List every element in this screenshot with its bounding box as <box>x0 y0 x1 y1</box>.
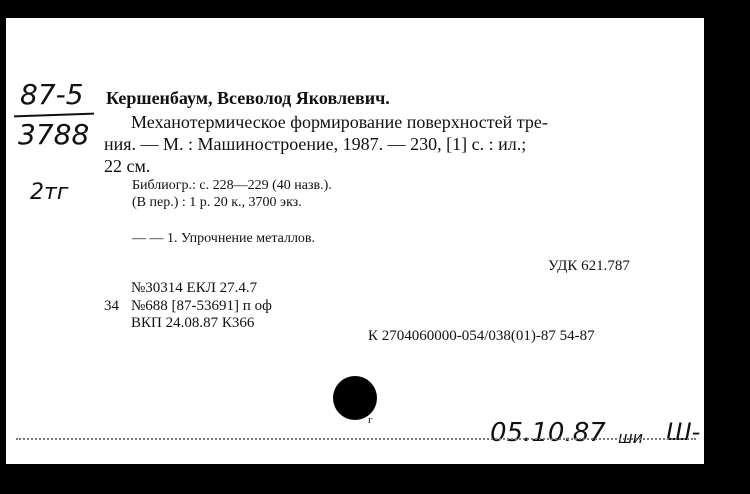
shelfmark-bottom: 3788 <box>18 118 90 151</box>
classification-code: К 2704060000-054/038(01)-87 54-87 <box>368 328 595 344</box>
handwritten-tail-1: ши <box>618 428 644 447</box>
title-line-1: Механотермическое формирование поверхностей тре- <box>131 112 548 132</box>
card-dotted-edge <box>16 438 696 440</box>
registration-line-3: ВКП 24.08.87 К366 <box>131 315 255 331</box>
handwritten-tail-2: Ш- <box>666 418 701 446</box>
udk-code: УДК 621.787 <box>548 258 630 274</box>
registration-line-2: №688 [87-53691] п оф <box>131 298 272 314</box>
subject-heading: — — 1. Упрочнение металлов. <box>132 231 316 246</box>
author-heading: Кершенбаум, Всеволод Яковлевич. <box>106 88 390 108</box>
title-line-2: ния. — М. : Машиностроение, 1987. — 230, [1] с. : ил.; <box>104 134 527 154</box>
registration-prefix: 34 <box>104 298 119 314</box>
registration-line-1: №30314 ЕКЛ 27.4.7 <box>131 280 258 296</box>
handwritten-date: 05.10.87 <box>490 418 606 448</box>
title-line-3: 22 см. <box>104 156 151 176</box>
shelfmark-divider <box>14 113 94 118</box>
price-note: (В пер.) : 1 р. 20 к., 3700 экз. <box>132 195 302 210</box>
handwritten-mark: 2тг <box>30 180 69 205</box>
shelfmark-top: 87-5 <box>20 78 84 111</box>
bibliography-note: Библиогр.: с. 228—229 (40 назв.). <box>132 178 332 193</box>
catalog-card <box>6 18 704 464</box>
small-mark: г <box>368 414 373 426</box>
